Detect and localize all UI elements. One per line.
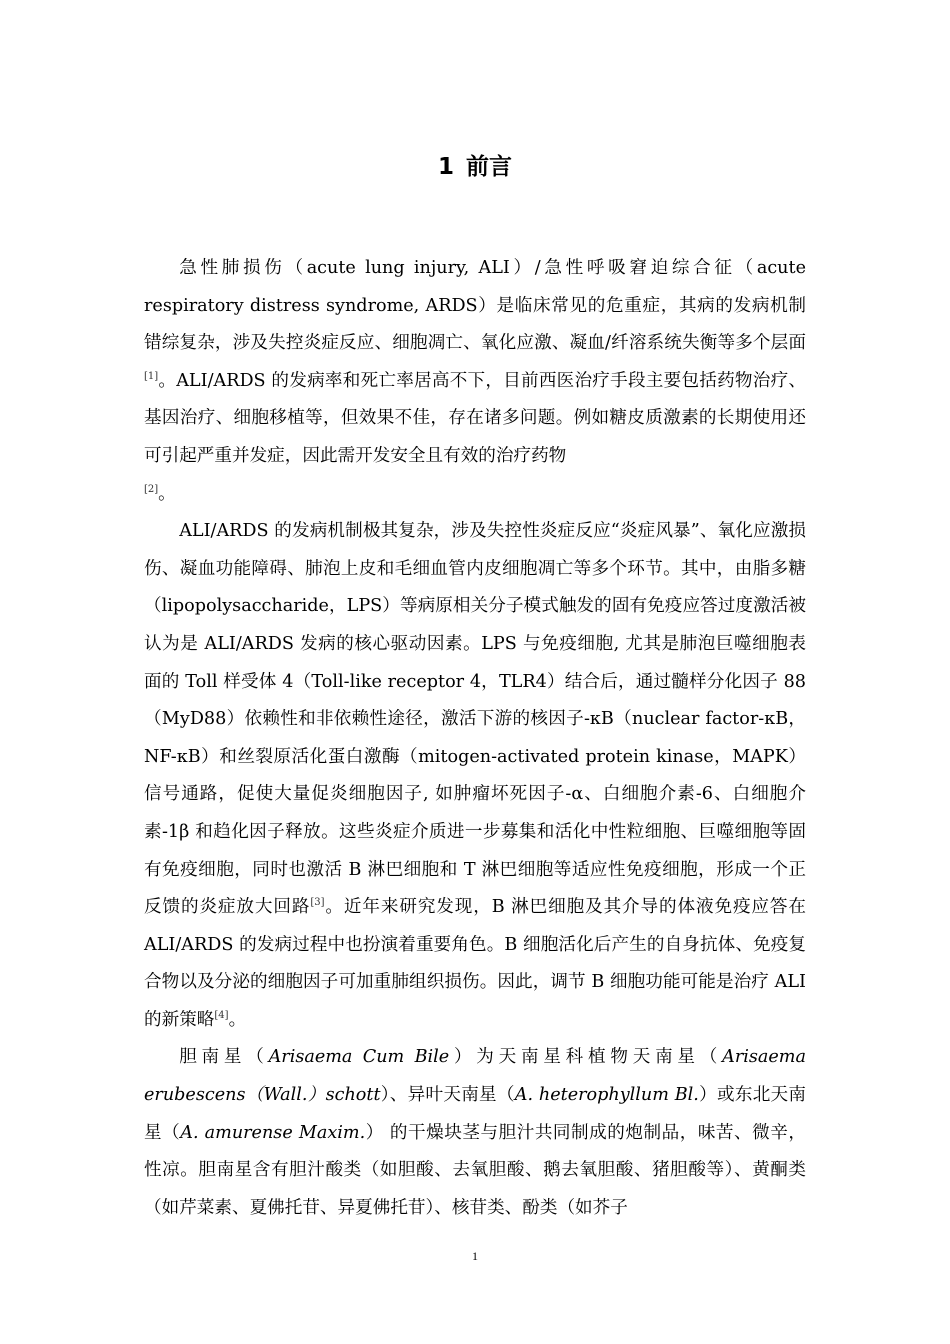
citation-4: [4]	[214, 1009, 229, 1021]
latin-name-1: Arisaema Cum Bile	[268, 1047, 450, 1068]
paragraph-3-text-d: ）或东北天南星（	[144, 1085, 806, 1143]
paragraph-1-text-cont: 。ALI/ARDS 的发病率和死亡率居高不下，目前西医治疗手段主要包括药物治疗、基因治疗、细胞移植等，但效果不佳，存在诸多问题。例如糖皮质激素的长期使用还可引起严重并发症，因此需开发安全且有效的治疗药物	[144, 370, 806, 466]
paragraph-1-end: 。	[158, 483, 176, 504]
paragraph-3-text-a: 胆南星（	[179, 1047, 269, 1068]
section-title: 前言	[466, 154, 512, 180]
paragraph-3	[144, 1039, 806, 1227]
citation-3: [3]	[310, 897, 325, 909]
citation-1: [1]	[144, 370, 159, 382]
paragraph-3-text-c: ）、异叶天南星（	[380, 1085, 515, 1106]
paragraph-2-text: ALI/ARDS 的发病机制极其复杂，涉及失控性炎症反应“炎症风暴”、氧化应激损伤、凝血功能障碍、肺泡上皮和毛细血管内皮细胞凋亡等多个环节。其中，由脂多糖（lipopolysaccharide，LPS）等病原相关分子模式触发的固有免疫应答过度激活被认为是 ALI/ARDS 发病的核心驱动因素。LPS 与免疫细胞, 尤其是肺泡巨噬细胞表面的 Toll 样受体 4（Toll-like receptor 4，TLR4）结合后，通过髓样分化因子 88（MyD88）依赖性和非依赖性途径，激活下游的核因子-κB（nuclear factor-κB，NF-κB）和丝裂原活化蛋白激酶（mitogen-activated protein kinase，MAPK）信号通路，促使大量促炎细胞因子, 如肿瘤坏死因子-α、白细胞介素-6、白细胞介素-1β 和趋化因子释放。这些炎症介质进一步募集和活化中性粒细胞、巨噬细胞等固有免疫细胞，同时也激活 B 淋巴细胞和 T 淋巴细胞等适应性免疫细胞，形成一个正反馈的炎症放大回路	[144, 521, 806, 918]
section-number: 1	[437, 154, 454, 180]
paragraph-2-text-cont: 。近年来研究发现，B 淋巴细胞及其介导的体液免疫应答在 ALI/ARDS 的发病过程中也扮演着重要角色。B 细胞活化后产生的自身抗体、免疫复合物以及分泌的细胞因子可加重肺组织损伤。因此，调节 B 细胞功能可能是治疗 ALI 的新策略	[144, 897, 806, 1030]
latin-name-4: A. amurense Maxim.	[180, 1122, 366, 1143]
citation-2: [2]	[144, 483, 159, 495]
page-number: 1	[472, 1249, 478, 1263]
latin-name-2: Arisaema erubescens（Wall.）schott	[144, 1047, 806, 1106]
paragraph-2-end: 。	[228, 1009, 247, 1030]
paragraph-2	[144, 513, 806, 1039]
body-text	[144, 250, 806, 1227]
section-heading	[0, 150, 950, 184]
paragraph-3-text-e: ） 的干燥块茎与胆汁共同制成的炮制品，味苦、微辛，性凉。胆南星含有胆汁酸类（如胆酸、去氧胆酸、鹅去氧胆酸、猪胆酸等）、黄酮类（如芹菜素、夏佛托苷、异夏佛托苷）、核苷类、酚类（如芥子	[144, 1122, 806, 1218]
paragraph-1	[144, 250, 806, 513]
paragraph-1-text: 急性肺损伤（acute lung injury, ALI）/急性呼吸窘迫综合征（acute respiratory distress syndrome, ARDS）是临床常见的危重症，其病的发病机制错综复杂，涉及失控炎症反应、细胞凋亡、氧化应激、凝血/纤溶系统失衡等多个层面	[144, 258, 806, 354]
paragraph-3-text-b: ）为天南星科植物天南星（	[449, 1047, 723, 1068]
latin-name-3: A. heterophyllum Bl.	[514, 1085, 699, 1106]
